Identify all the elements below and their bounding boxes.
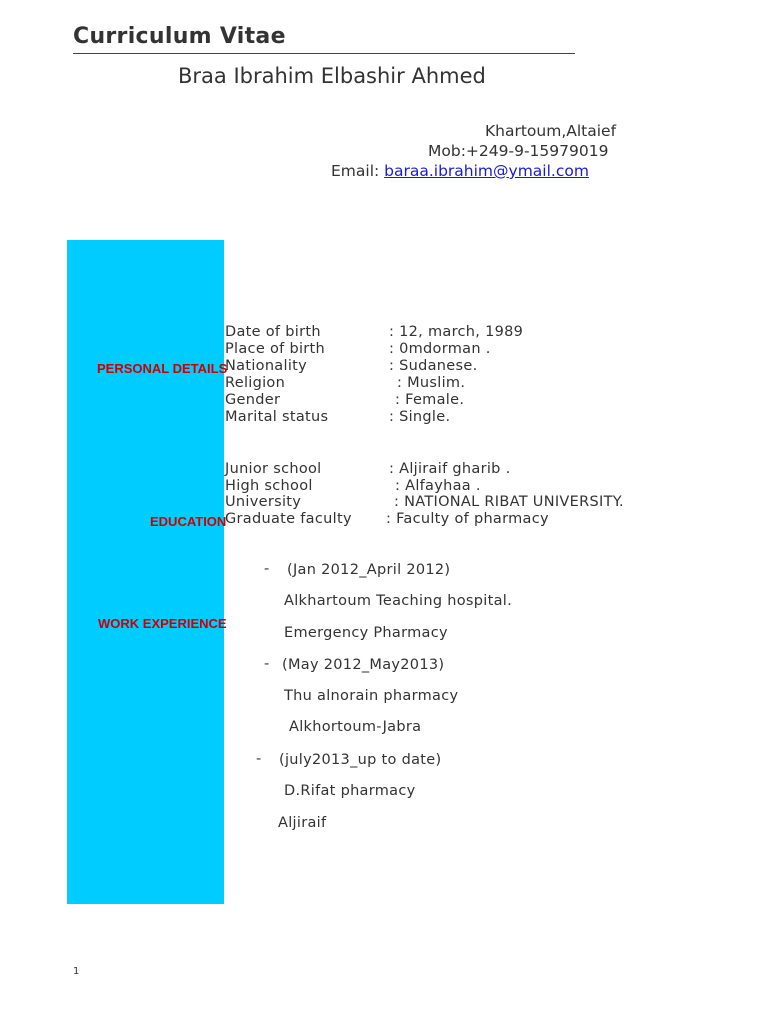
education-value: : NATIONAL RIBAT UNIVERSITY. bbox=[394, 494, 624, 510]
detail-key: Place of birth bbox=[225, 341, 326, 357]
section-label-personal-details: PERSONAL DETAILS bbox=[97, 361, 228, 376]
job-period: (May 2012_May2013) bbox=[282, 657, 445, 673]
education-key: Graduate faculty bbox=[225, 511, 352, 527]
page-title: Curriculum Vitae bbox=[73, 24, 286, 49]
detail-key: Nationality bbox=[225, 358, 308, 374]
detail-key: Marital status bbox=[225, 409, 329, 425]
detail-value: : Muslim. bbox=[397, 375, 466, 391]
detail-value: : 12, march, 1989 bbox=[389, 324, 524, 340]
job-place: Alkhartoum Teaching hospital. bbox=[284, 593, 513, 609]
candidate-name: Braa Ibrahim Elbashir Ahmed bbox=[178, 64, 486, 88]
page-number: 1 bbox=[73, 966, 80, 977]
detail-value: : Single. bbox=[389, 409, 451, 425]
education-key: High school bbox=[225, 478, 313, 494]
job-place: D.Rifat pharmacy bbox=[284, 783, 416, 799]
detail-value: : 0mdorman . bbox=[389, 341, 491, 357]
education-value: : Faculty of pharmacy bbox=[386, 511, 549, 527]
education-value: : Alfayhaa . bbox=[395, 478, 481, 494]
mobile-line: Mob:+249-9-15979019 bbox=[428, 142, 609, 160]
education-key: University bbox=[225, 494, 302, 510]
education-value: : Aljiraif gharib . bbox=[389, 461, 511, 477]
section-label-work-experience: WORK EXPERIENCE bbox=[98, 616, 227, 631]
email-line bbox=[331, 162, 589, 180]
section-sidebar-band bbox=[67, 240, 227, 904]
email-label: Email: bbox=[331, 162, 385, 180]
heading-divider bbox=[73, 53, 575, 54]
job-detail: Alkhortoum-Jabra bbox=[289, 719, 422, 735]
address-line: Khartoum,Altaief bbox=[485, 122, 617, 140]
detail-key: Gender bbox=[225, 392, 281, 408]
education-key: Junior school bbox=[225, 461, 322, 477]
job-place: Thu alnorain pharmacy bbox=[284, 688, 459, 704]
job-bullet: - bbox=[264, 561, 270, 577]
detail-value: : Female. bbox=[395, 392, 465, 408]
job-detail: Emergency Pharmacy bbox=[284, 625, 448, 641]
job-detail: Aljiraif bbox=[278, 815, 327, 831]
detail-key: Religion bbox=[225, 375, 286, 391]
section-label-education: EDUCATION bbox=[150, 514, 227, 529]
job-period: (july2013_up to date) bbox=[279, 752, 442, 768]
email-link[interactable]: baraa.ibrahim@ymail.com bbox=[384, 162, 589, 180]
job-bullet: - bbox=[264, 656, 270, 672]
job-period: (Jan 2012_April 2012) bbox=[287, 562, 451, 578]
detail-key: Date of birth bbox=[225, 324, 321, 340]
job-bullet: - bbox=[256, 751, 262, 767]
detail-value: : Sudanese. bbox=[389, 358, 478, 374]
